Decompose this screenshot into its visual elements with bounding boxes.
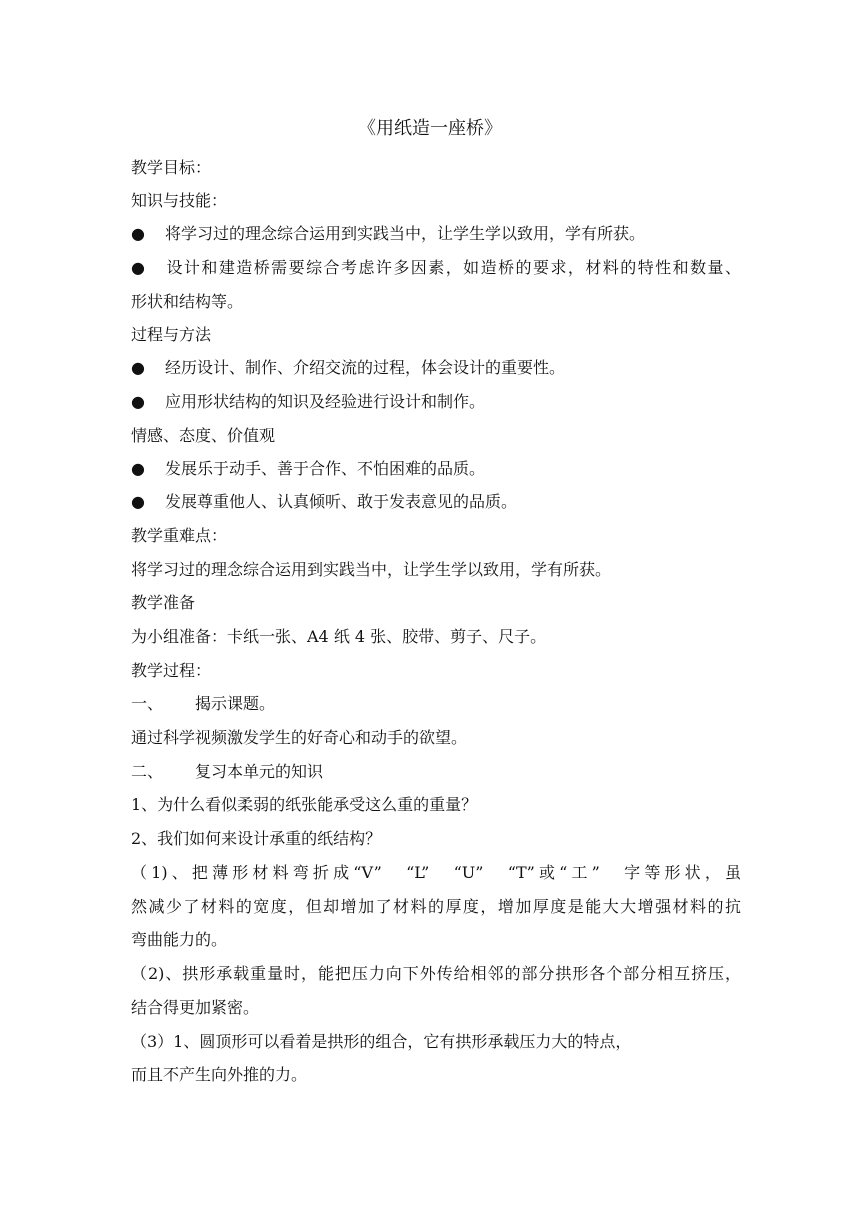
bullet-icon: ● [131,358,145,377]
numbered-heading [131,760,741,784]
bullet-text: 应用形状结构的知识及经验进行设计和制作。 [165,392,486,411]
heading-teaching-goals: 教学目标： [131,158,212,177]
bullet-item [131,222,741,246]
paragraph: 通过科学视频激发学生的好奇心和动手的欲望。 [131,728,468,747]
heading-teaching-process: 教学过程： [131,661,212,680]
paragraph: 将学习过的理念综合运用到实践当中，让学生学以致用，学有所获。 [131,560,612,579]
document-title: 《用纸造一座桥》 [358,118,502,139]
bullet-text: 经历设计、制作、介绍交流的过程，体会设计的重要性。 [165,358,566,377]
section-number: 一、 [131,694,164,713]
bullet-continuation: 形状和结构等。 [131,292,244,311]
subheading-emotion-attitude-values: 情感、态度、价值观 [131,426,276,445]
question-item: 2、我们如何来设计承重的纸结构？ [131,829,382,848]
bullet-icon: ● [131,492,145,511]
section-title: 复习本单元的知识 [195,762,324,781]
bullet-text: 发展尊重他人、认真倾听、敢于发表意见的品质。 [165,492,518,511]
answer-paragraph-line: 结合得更加紧密。 [131,998,260,1017]
bullet-item [131,490,741,514]
heading-key-difficulties: 教学重难点： [131,526,228,545]
bullet-item [131,356,741,380]
paragraph: 为小组准备：卡纸一张、A4 纸 4 张、胶带、剪子、尺子。 [131,627,547,646]
bullet-icon: ● [131,459,145,478]
bullet-item [131,457,741,481]
bullet-text: 发展乐于动手、善于合作、不怕困难的品质。 [165,459,486,478]
subheading-process-methods: 过程与方法 [131,325,212,344]
section-number: 二、 [131,762,164,781]
bullet-item [131,256,741,280]
question-item: 1、为什么看似柔弱的纸张能承受这么重的重量？ [131,795,478,814]
bullet-text: 将学习过的理念综合运用到实践当中，让学生学以致用，学有所获。 [165,224,646,243]
answer-paragraph-line: （2)、拱形承载重量时，能把压力向下外传给相邻的部分拱形各个部分相互挤压， [131,964,741,983]
subheading-knowledge-skills: 知识与技能： [131,191,228,210]
bullet-icon: ● [131,224,145,243]
bullet-item [131,390,741,414]
answer-paragraph-line: （1)、把薄形材料弯折成“V” “L” “U” “T”或“工” 字等形状，虽 [131,863,741,882]
answer-paragraph-line: 而且不产生向外推的力。 [131,1065,308,1084]
answer-paragraph-line: 然减少了材料的宽度，但却增加了材料的厚度，增加厚度是能大大增强材料的抗 [131,897,741,916]
heading-teaching-preparation: 教学准备 [131,593,196,612]
answer-paragraph-line: （3）1、圆顶形可以看着是拱形的组合，它有拱形承载压力大的特点， [131,1032,632,1051]
numbered-heading [131,692,741,716]
bullet-text: 设计和建造桥需要综合考虑许多因素，如造桥的要求，材料的特性和数量、 [165,258,741,277]
bullet-icon: ● [131,392,145,411]
answer-paragraph-line: 弯曲能力的。 [131,930,228,949]
section-title: 揭示课题。 [195,694,276,713]
bullet-icon: ● [131,258,145,277]
